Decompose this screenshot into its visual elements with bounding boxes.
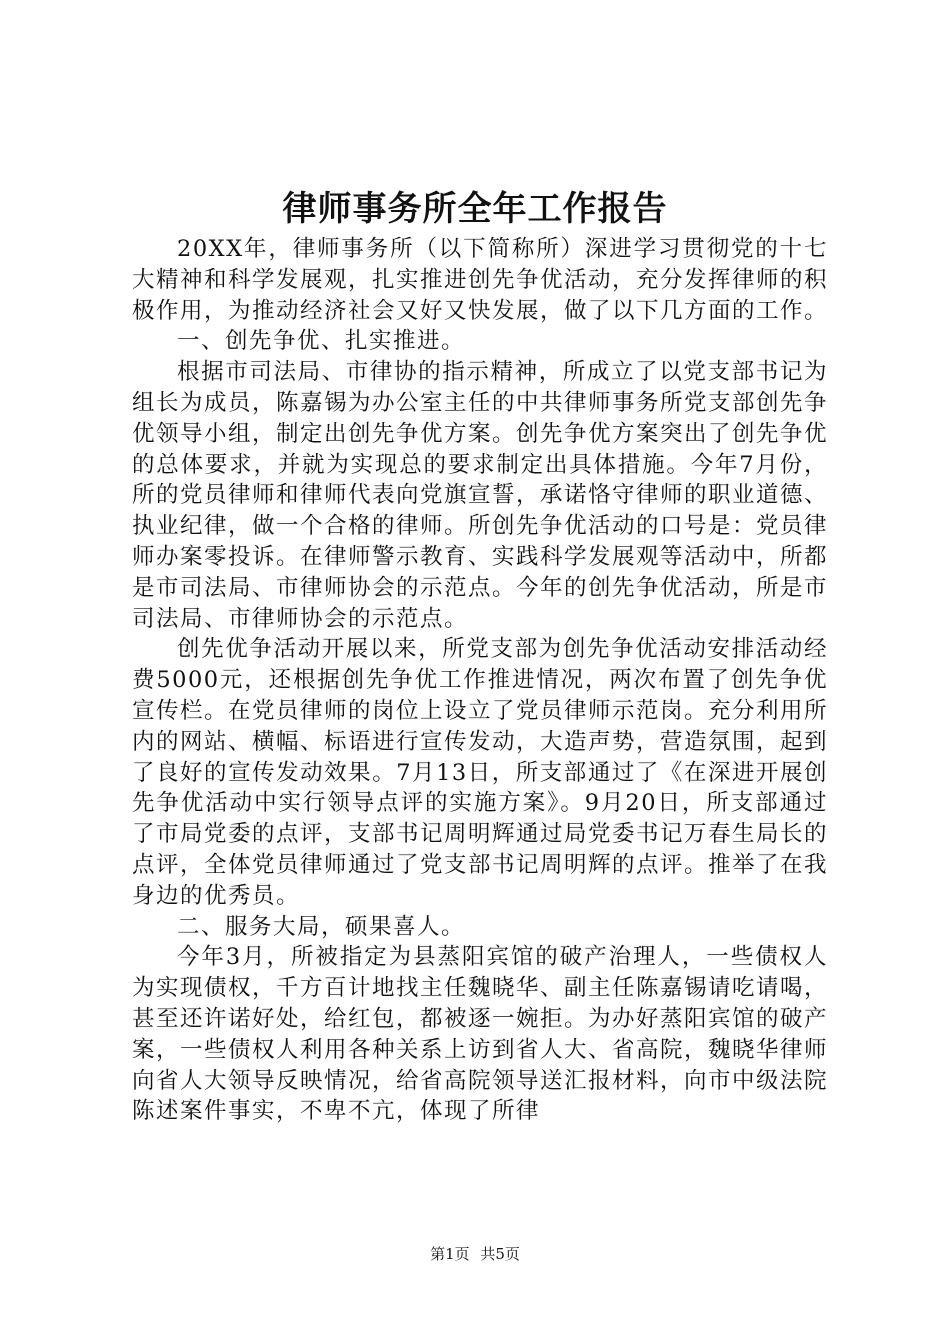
paragraph-section-1-a: 根据市司法局、市律协的指示精神，所成立了以党支部书记为组长为成员，陈嘉锡为办公室主任的中共律师事务所党支部创先争优领导小组，制定出创先争优方案。创先争优方案突出了创先争优的总体要求，并就为实现总的要求制定出具体措施。今年7月份，所的党员律师和律师代表向党旗宣誓，承诺恪守律师的职业道德、执业纪律，做一个合格的律师。所创先争优活动的口号是：党员律师办案零投诉。在律师警示教育、实践科学发展观等活动中，所都是市司法局、市律师协会的示范点。今年的创先争优活动，所是市司法局、市律师协会的示范点。 <box>132 359 829 632</box>
section-heading-1: 一、创先争优、扎实推进。 <box>177 328 466 355</box>
document-title: 律师事务所全年工作报告 <box>282 189 668 229</box>
page-total: 共5页 <box>480 1245 520 1263</box>
page-footer <box>0 1243 950 1265</box>
paragraph-section-1-b: 创先优争活动开展以来，所党支部为创先争优活动安排活动经费5000元，还根据创先争优工作推进情况，两次布置了创先争优宣传栏。在党员律师的岗位上设立了党员律师示范岗。充分利用所内的网站、横幅、标语进行宣传发动，大造声势，营造氛围，起到了良好的宣传发动效果。7月13日，所支部通过了《在深进开展创先争优活动中实行领导点评的实施方案》。9月20日，所支部通过了市局党委的点评，支部书记周明辉通过局党委书记万春生局长的点评，全体党员律师通过了党支部书记周明辉的点评。推举了在我身边的优秀员。 <box>132 636 829 909</box>
paragraph-intro: 20XX年，律师事务所（以下简称所）深进学习贯彻党的十七大精神和科学发展观，扎实推进创先争优活动，充分发挥律师的积极作用，为推动经济社会又好又快发展，做了以下几方面的工作。 <box>132 236 829 324</box>
page-number: 第1页 <box>430 1245 470 1263</box>
document-body <box>132 234 828 1127</box>
section-heading-2: 二、服务大局，硕果喜人。 <box>177 913 466 940</box>
paragraph-section-2-a: 今年3月，所被指定为县蒸阳宾馆的破产治理人，一些债权人为实现债权，千方百计地找主任魏晓华、副主任陈嘉锡请吃请喝，甚至还许诺好处，给红包，都被逐一婉拒。为办好蒸阳宾馆的破产案，一些债权人利用各种关系上访到省人大、省高院，魏晓华律师向省人大领导反映情况，给省高院领导送汇报材料，向市中级法院陈述案件事实，不卑不亢，体现了所律 <box>132 944 829 1125</box>
